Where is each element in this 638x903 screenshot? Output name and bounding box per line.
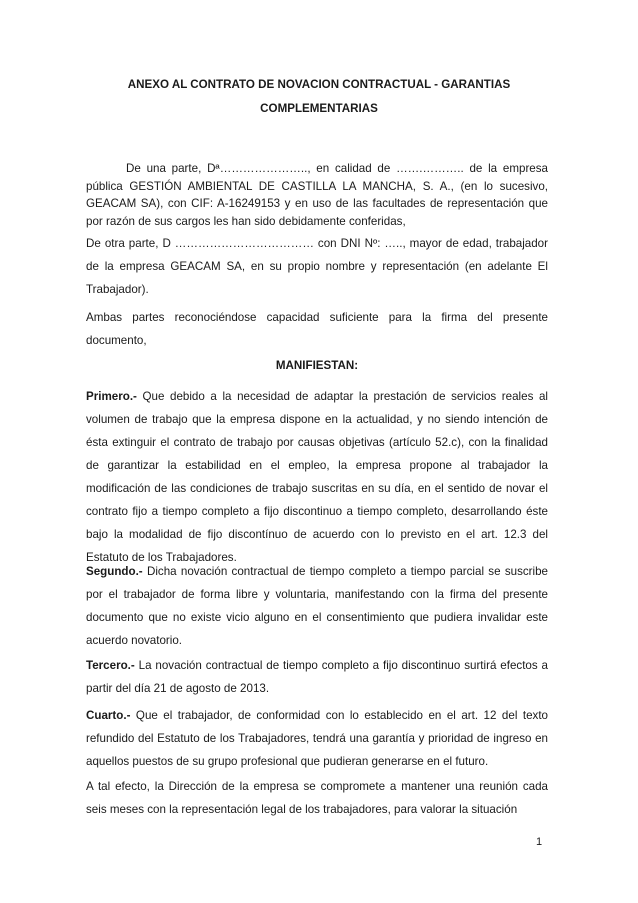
clause-primero-text: Que debido a la necesidad de adaptar la prestación de servicios reales al volumen de trabajo que la empresa dispone en la actualidad, y no siendo intención de ésta extinguir el contrato de trabajo por causas objetivas (artículo 52.c), con la finalidad de garantizar la estabilidad en el empleo, la empresa propone al trabajador la modificación de las condiciones de trabajo suscritas en su día, en el sentido de novar el contrato fijo a tiempo completo a fijo discontinuo a tiempo completo, desarrollando éste bajo la modalidad de fijo discontínuo de acuerdo con lo previsto en el art. 12.3 del Estatuto de los Trabajadores. bbox=[86, 390, 548, 564]
clause-primero-label: Primero.- bbox=[86, 390, 137, 403]
clause-tercero-label: Tercero.- bbox=[86, 659, 135, 672]
page-number: 1 bbox=[536, 836, 543, 848]
title-line-2: COMPLEMENTARIAS bbox=[260, 102, 378, 115]
document-title bbox=[86, 73, 552, 121]
clause-cuarto bbox=[86, 704, 548, 773]
paragraph-first-party: De una parte, Dª………………….., en calidad de …….……….. de la empresa pública GESTIÓN AMBIENTAL DE CASTILLA LA MANCHA, S. A., (en lo sucesivo, GEACAM SA), con CIF: A-16249153 y en uso de las facultades de representación que por razón de sus cargos les han sido debidamente conferidas, bbox=[86, 162, 548, 228]
clause-primero bbox=[86, 385, 548, 569]
clause-cuarto-label: Cuarto.- bbox=[86, 709, 131, 722]
paragraph-second-party: De otra parte, D ……………………………… con DNI Nº: ….., mayor de edad, trabajador de la empresa GEACAM SA, en su propio nombre y representación (en adelante El Trabajador). bbox=[86, 237, 548, 296]
paragraph-capacity: Ambas partes reconociéndose capacidad suficiente para la firma del presente documento, bbox=[86, 311, 548, 347]
paragraph-final: A tal efecto, la Dirección de la empresa se compromete a mantener una reunión cada seis meses con la representación legal de los trabajadores, para valorar la situación bbox=[86, 780, 548, 816]
clause-tercero bbox=[86, 654, 548, 700]
section-heading-manifiestan: MANIFIESTAN: bbox=[275, 359, 359, 372]
clause-segundo-text: Dicha novación contractual de tiempo completo a tiempo parcial se suscribe por el trabajador de forma libre y voluntaria, manifestando con la firma del presente documento que no existe vicio alguno en el consentimiento que pudiera invalidar este acuerdo novatorio. bbox=[86, 565, 548, 647]
clause-segundo bbox=[86, 560, 548, 652]
clause-tercero-text: La novación contractual de tiempo completo a fijo discontinuo surtirá efectos a partir del día 21 de agosto de 2013. bbox=[86, 659, 548, 695]
clause-cuarto-text: Que el trabajador, de conformidad con lo establecido en el art. 12 del texto refundido del Estatuto de los Trabajadores, tendrá una garantía y prioridad de ingreso en aquellos puestos de su grupo profesional que pudieran generarse en el futuro. bbox=[86, 709, 548, 768]
clause-segundo-label: Segundo.- bbox=[86, 565, 143, 578]
title-line-1: ANEXO AL CONTRATO DE NOVACION CONTRACTUAL - GARANTIAS bbox=[127, 78, 511, 91]
